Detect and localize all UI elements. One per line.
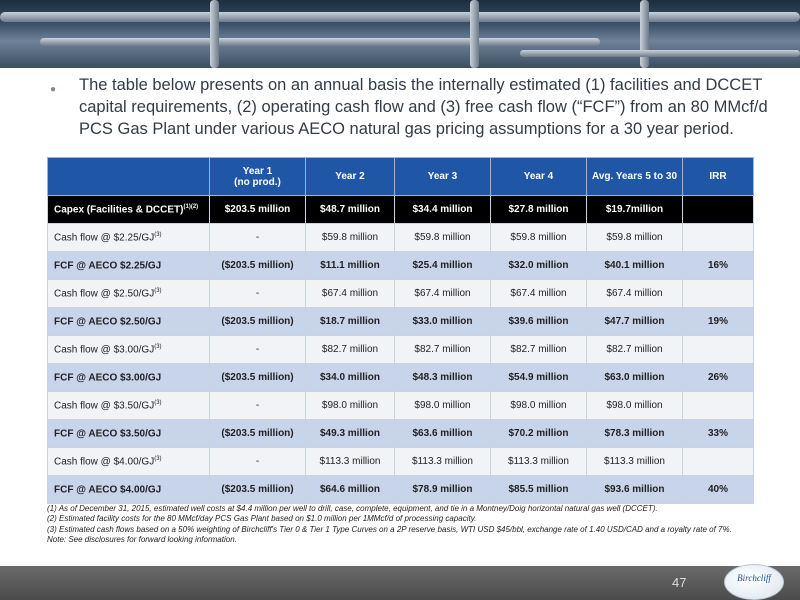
table-cell: $32.0 million bbox=[491, 252, 587, 280]
table-cell: - bbox=[210, 336, 306, 364]
table-cell: 33% bbox=[683, 420, 754, 448]
row-label bbox=[48, 308, 210, 336]
table-cell: 16% bbox=[683, 252, 754, 280]
table-cell: $59.8 million bbox=[491, 224, 587, 252]
table-cell: $98.0 million bbox=[491, 392, 587, 420]
table-cell: $98.0 million bbox=[395, 392, 491, 420]
header-cell-blank bbox=[48, 158, 210, 196]
table-header-row bbox=[48, 158, 754, 196]
table-cell: - bbox=[210, 392, 306, 420]
table-cell: $11.1 million bbox=[306, 252, 395, 280]
footnote-ref: (1)(2) bbox=[183, 203, 199, 210]
table-cell: $78.3 million bbox=[587, 420, 683, 448]
table-cell: 40% bbox=[683, 476, 754, 504]
table-cell: $82.7 million bbox=[587, 336, 683, 364]
cash-flow-table bbox=[47, 157, 754, 504]
intro-bullet bbox=[50, 74, 770, 140]
row-label bbox=[48, 476, 210, 504]
row-label-text: Cash flow @ $3.50/GJ bbox=[54, 400, 155, 412]
header-cell-year2: Year 2 bbox=[306, 158, 395, 196]
table-cell: ($203.5 million) bbox=[210, 364, 306, 392]
row-label-text: Cash flow @ $2.50/GJ bbox=[54, 288, 155, 300]
table-row bbox=[48, 476, 754, 504]
table-cell: $93.6 million bbox=[587, 476, 683, 504]
row-label-text: FCF @ AECO $2.25/GJ bbox=[54, 260, 162, 272]
table-cell: $82.7 million bbox=[395, 336, 491, 364]
table-cell bbox=[683, 448, 754, 476]
row-label-text: Cash flow @ $3.00/GJ bbox=[54, 344, 155, 356]
logo-text: Birchcliff bbox=[737, 573, 771, 583]
footnote-ref: (3) bbox=[154, 231, 162, 238]
table-row bbox=[48, 420, 754, 448]
row-label bbox=[48, 280, 210, 308]
header-cell-year4: Year 4 bbox=[491, 158, 587, 196]
table-cell bbox=[683, 224, 754, 252]
table-cell: $33.0 million bbox=[395, 308, 491, 336]
table-cell: ($203.5 million) bbox=[210, 252, 306, 280]
table-cell: $113.3 million bbox=[306, 448, 395, 476]
table-cell: $82.7 million bbox=[491, 336, 587, 364]
footnote-ref: (3) bbox=[154, 399, 162, 406]
table-cell: $59.8 million bbox=[395, 224, 491, 252]
table-cell: $203.5 million bbox=[210, 196, 306, 224]
table-row bbox=[48, 364, 754, 392]
table-cell: $113.3 million bbox=[491, 448, 587, 476]
bullet-icon: ● bbox=[50, 84, 57, 95]
table-cell bbox=[683, 280, 754, 308]
table-cell: $59.8 million bbox=[306, 224, 395, 252]
table-cell: $78.9 million bbox=[395, 476, 491, 504]
table-row bbox=[48, 336, 754, 364]
table-cell: $63.0 million bbox=[587, 364, 683, 392]
table-cell: $59.8 million bbox=[587, 224, 683, 252]
table-cell: $19.7million bbox=[587, 196, 683, 224]
company-logo bbox=[724, 564, 784, 600]
header-banner-image bbox=[0, 0, 800, 68]
row-label-text: Cash flow @ $2.25/GJ bbox=[54, 232, 155, 244]
row-label-text: FCF @ AECO $3.50/GJ bbox=[54, 428, 162, 440]
table-cell: $18.7 million bbox=[306, 308, 395, 336]
footnote-ref: (3) bbox=[154, 287, 162, 294]
row-label bbox=[48, 364, 210, 392]
table-cell: $64.6 million bbox=[306, 476, 395, 504]
header-cell-avg: Avg. Years 5 to 30 bbox=[587, 158, 683, 196]
table-cell: 19% bbox=[683, 308, 754, 336]
table-cell: $49.3 million bbox=[306, 420, 395, 448]
table-row bbox=[48, 392, 754, 420]
footnotes bbox=[47, 504, 757, 545]
table-cell: $98.0 million bbox=[587, 392, 683, 420]
row-label bbox=[48, 252, 210, 280]
header-cell-year1: Year 1 (no prod.) bbox=[210, 158, 306, 196]
table-row bbox=[48, 308, 754, 336]
table-cell: $27.8 million bbox=[491, 196, 587, 224]
table-cell: $39.6 million bbox=[491, 308, 587, 336]
footnote-ref: (3) bbox=[154, 343, 162, 350]
table-cell: ($203.5 million) bbox=[210, 308, 306, 336]
footnote-ref: (3) bbox=[154, 455, 162, 462]
table-cell: $98.0 million bbox=[306, 392, 395, 420]
table-cell: $40.1 million bbox=[587, 252, 683, 280]
table-cell: - bbox=[210, 224, 306, 252]
row-label bbox=[48, 224, 210, 252]
row-label-text: Cash flow @ $4.00/GJ bbox=[54, 456, 155, 468]
table-cell bbox=[683, 196, 754, 224]
table-cell: - bbox=[210, 448, 306, 476]
table-cell: $48.7 million bbox=[306, 196, 395, 224]
row-label bbox=[48, 448, 210, 476]
table-cell: $67.4 million bbox=[395, 280, 491, 308]
table-row bbox=[48, 196, 754, 224]
table-cell: $47.7 million bbox=[587, 308, 683, 336]
table-cell: - bbox=[210, 280, 306, 308]
row-label-text: FCF @ AECO $3.00/GJ bbox=[54, 372, 162, 384]
header-cell-irr: IRR bbox=[683, 158, 754, 196]
table-cell: $25.4 million bbox=[395, 252, 491, 280]
table-row bbox=[48, 280, 754, 308]
table-cell: ($203.5 million) bbox=[210, 476, 306, 504]
row-label bbox=[48, 392, 210, 420]
table-row bbox=[48, 224, 754, 252]
table-cell: $63.6 million bbox=[395, 420, 491, 448]
row-label-text: FCF @ AECO $2.50/GJ bbox=[54, 316, 162, 328]
table-cell: $48.3 million bbox=[395, 364, 491, 392]
header-cell-year3: Year 3 bbox=[395, 158, 491, 196]
table-cell: $54.9 million bbox=[491, 364, 587, 392]
row-label bbox=[48, 336, 210, 364]
table-cell: $113.3 million bbox=[395, 448, 491, 476]
table-cell bbox=[683, 392, 754, 420]
row-label-text: FCF @ AECO $4.00/GJ bbox=[54, 484, 162, 496]
table-cell: $85.5 million bbox=[491, 476, 587, 504]
table-cell: $34.4 million bbox=[395, 196, 491, 224]
table-cell: $113.3 million bbox=[587, 448, 683, 476]
table-row bbox=[48, 252, 754, 280]
table-cell: $82.7 million bbox=[306, 336, 395, 364]
row-label bbox=[48, 196, 210, 224]
table-row bbox=[48, 448, 754, 476]
intro-text: The table below presents on an annual basis the internally estimated (1) facilities and DCCET capital requirements, (2) operating cash flow and (3) free cash flow (“FCF”) from an 80 MMcf/d PCS Gas Plant under various AECO natural gas pricing assumptions for a 30 year period. bbox=[79, 76, 768, 138]
table-cell: $67.4 million bbox=[491, 280, 587, 308]
table-cell: $67.4 million bbox=[587, 280, 683, 308]
footnote: (2) Estimated facility costs for the 80 MMcf/day PCS Gas Plant based on $1.0 million per 1MMcf/d of processing capacity. bbox=[47, 514, 477, 524]
table-cell: ($203.5 million) bbox=[210, 420, 306, 448]
row-label bbox=[48, 420, 210, 448]
table-cell: $67.4 million bbox=[306, 280, 395, 308]
table-cell: $34.0 million bbox=[306, 364, 395, 392]
table-cell: $70.2 million bbox=[491, 420, 587, 448]
table-cell: 26% bbox=[683, 364, 754, 392]
row-label-text: Capex (Facilities & DCCET) bbox=[54, 204, 184, 216]
table-cell bbox=[683, 336, 754, 364]
footnote: (1) As of December 31, 2015, estimated well costs at $4.4 million per well to drill, case, complete, equipment, and tie in a Montney/Doig horizontal natural gas well (DCCET). bbox=[47, 504, 658, 513]
footnote: Note: See disclosures for forward looking information. bbox=[47, 534, 237, 544]
page-number: 47 bbox=[672, 575, 687, 590]
footnote: (3) Estimated cash flows based on a 50% weighting of Birchcliff's Tier 0 & Tier 1 Type Curves on a 2P reserve basis, WTI USD $45/bbl, exchange rate of 1.40 USD/CAD and a royalty rate of 7%. bbox=[47, 524, 732, 534]
